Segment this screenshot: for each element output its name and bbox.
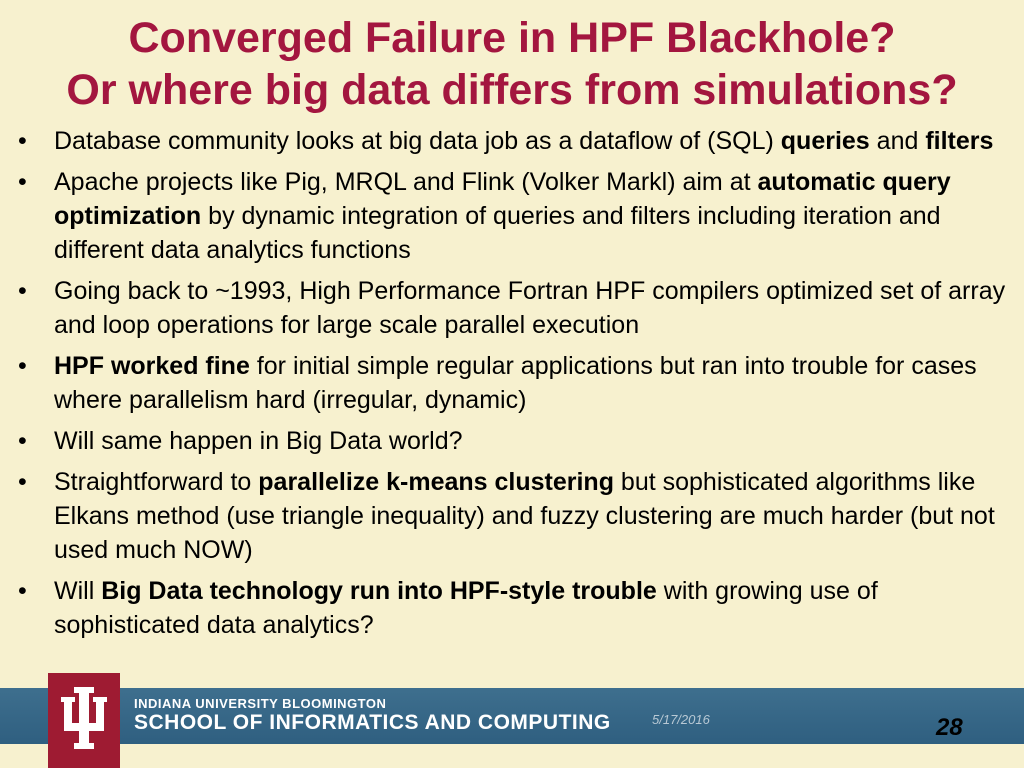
bullet-dot: • xyxy=(18,352,27,380)
bullet-item xyxy=(18,124,1008,158)
bullet-text-bold: filters xyxy=(925,127,994,155)
bullet-text: with growing use of sophisticated data analytics? xyxy=(54,577,878,639)
bullet-dot: • xyxy=(18,577,27,605)
bullet-text: but sophisticated algorithms like Elkans method (use triangle inequality) and fuzzy clustering are much harder (but not used much NOW) xyxy=(54,468,995,564)
bullet-item xyxy=(18,465,1008,567)
bullet-text: Database community looks at big data job as a dataflow of (SQL) xyxy=(54,127,781,155)
title-line-2: Or where big data differs from simulations? xyxy=(66,66,958,114)
bullet-text: by dynamic integration of queries and filters including iteration and different data analytics functions xyxy=(54,202,941,264)
school-name: SCHOOL OF INFORMATICS AND COMPUTING xyxy=(134,711,611,734)
bullet-text-bold: Big Data technology run into HPF-style trouble xyxy=(101,577,657,605)
iu-logo xyxy=(48,673,120,768)
bullet-text: Apache projects like Pig, MRQL and Flink (Volker Markl) aim at xyxy=(54,168,758,196)
slide-title xyxy=(0,12,1024,116)
university-name: INDIANA UNIVERSITY BLOOMINGTON xyxy=(134,696,387,711)
bullet-dot: • xyxy=(18,277,27,305)
title-line-1: Converged Failure in HPF Blackhole? xyxy=(128,14,896,62)
bullet-text-bold: HPF worked fine xyxy=(54,352,250,380)
bullet-text: Going back to ~1993, High Performance Fortran HPF compilers optimized set of array and loop operations for large scale parallel execution xyxy=(54,277,1006,339)
bullet-text: for initial simple regular applications but ran into trouble for cases where parallelism hard (irregular, dynamic) xyxy=(54,352,977,414)
bullet-text: Will same happen in Big Data world? xyxy=(54,427,463,455)
bullet-text-bold: queries xyxy=(780,127,870,155)
page-number: 28 xyxy=(936,714,963,741)
bullet-text-bold: automatic query optimization xyxy=(54,168,951,230)
bullet-text: Will xyxy=(54,577,102,605)
bullet-dot: • xyxy=(18,468,27,496)
bullet-text-bold: parallelize k-means clustering xyxy=(258,468,614,496)
bullet-item xyxy=(18,165,1008,267)
footer-strip xyxy=(0,744,1024,768)
bullet-item xyxy=(18,349,1008,417)
bullet-list xyxy=(18,124,1008,649)
slide-date: 5/17/2016 xyxy=(652,712,710,727)
bullet-item xyxy=(18,274,1008,342)
bullet-text: Straightforward to xyxy=(54,468,259,496)
bullet-text: and xyxy=(869,127,926,155)
iu-trident-icon xyxy=(60,687,108,755)
bullet-dot: • xyxy=(18,168,27,196)
bullet-item xyxy=(18,424,1008,458)
bullet-item xyxy=(18,574,1008,642)
bullet-dot: • xyxy=(18,127,27,155)
bullet-dot: • xyxy=(18,427,27,455)
